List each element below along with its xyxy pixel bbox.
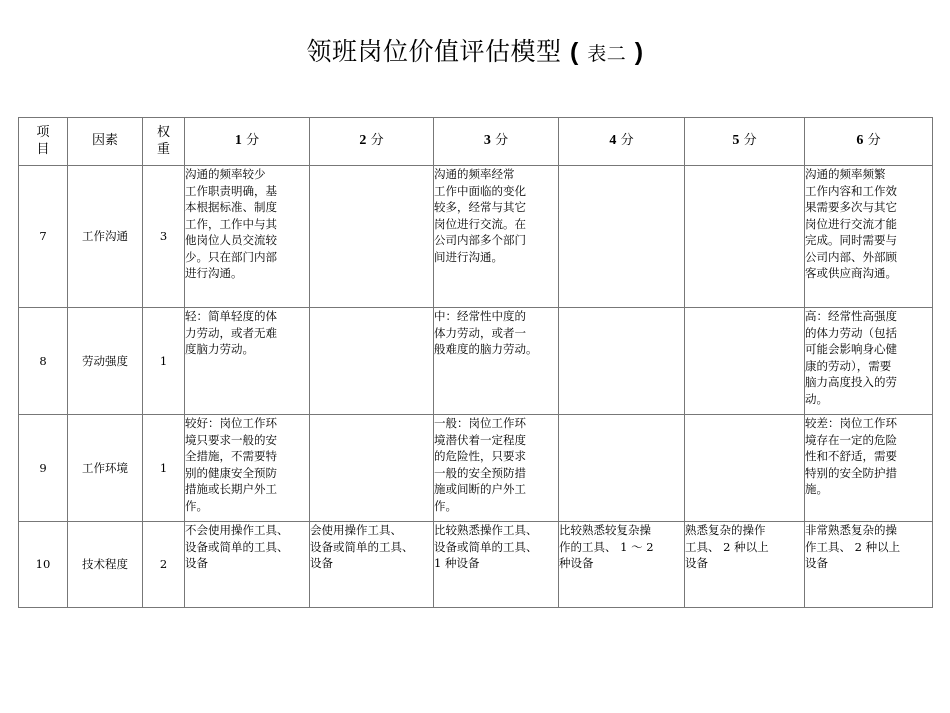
score-4-description xyxy=(559,166,685,308)
score-2-description xyxy=(310,308,434,415)
header-score-5: 5 分 xyxy=(685,118,805,166)
score-1-description xyxy=(185,308,310,415)
description-text: 比较熟悉较复杂操 作的工具、 1 ～ 2 种设备 xyxy=(559,523,654,570)
score-5-description xyxy=(685,522,805,608)
description-text: 高：经常性高强度 的体力劳动（包括 可能会影响身心健 康的劳动），需要 脑力高度投入的劳 动。 xyxy=(805,309,897,406)
title-close-paren: ) xyxy=(634,38,644,66)
table-row xyxy=(19,166,933,308)
score-6-description xyxy=(805,166,933,308)
description-text: 沟通的频率经常 工作中面临的变化 较多，经常与其它 岗位进行交流。在 公司内部多个部门 间进行沟通。 xyxy=(434,167,526,264)
description-text: 沟通的频率频繁 工作内容和工作效 果需要多次与其它 岗位进行交流才能 完成。同时需要与 公司内部、外部顾 客或供应商沟通。 xyxy=(805,167,897,280)
header-row xyxy=(19,118,933,166)
description-text: 一般：岗位工作环 境潜伏着一定程度 的危险性，只要求 一般的安全预防措 施或间断的户外工 作。 xyxy=(434,416,526,513)
score-5-description xyxy=(685,166,805,308)
score-6-description xyxy=(805,308,933,415)
score-5-description xyxy=(685,308,805,415)
header-score-6: 6 分 xyxy=(805,118,933,166)
score-4-description xyxy=(559,308,685,415)
row-weight: 1 xyxy=(143,308,185,415)
table-row xyxy=(19,522,933,608)
header-score-1: 1 分 xyxy=(185,118,310,166)
title-main: 领班岗位价值评估模型 xyxy=(306,37,562,66)
description-text: 沟通的频率较少 工作职责明确，基 本根据标准、制度 工作，工作中与其 他岗位人员交流较 少。只在部门内部 进行沟通。 xyxy=(185,167,277,280)
description-text: 较好：岗位工作环 境只要求一般的安 全措施，不需要特 别的健康安全预防 措施或长期户外工 作。 xyxy=(185,416,277,513)
row-item-number: 7 xyxy=(19,166,68,308)
score-2-description xyxy=(310,522,434,608)
title-subtitle: 表二 xyxy=(587,43,627,65)
row-weight: 1 xyxy=(143,415,185,522)
description-text: 比较熟悉操作工具、 设备或简单的工具、 1 种设备 xyxy=(434,523,538,570)
score-3-description xyxy=(434,415,559,522)
header-item: 项 目 xyxy=(19,118,68,166)
score-3-description xyxy=(434,308,559,415)
description-text: 非常熟悉复杂的操 作工具、 2 种以上 设备 xyxy=(805,523,901,570)
score-3-description xyxy=(434,522,559,608)
row-item-number: 9 xyxy=(19,415,68,522)
header-score-4: 4 分 xyxy=(559,118,685,166)
title-open-paren: ( xyxy=(569,38,579,66)
score-2-description xyxy=(310,166,434,308)
description-text: 中：经常性中度的 体力劳动，或者一 般难度的脑力劳动。 xyxy=(434,309,538,356)
score-1-description xyxy=(185,522,310,608)
description-text: 会使用操作工具、 设备或简单的工具、 设备 xyxy=(310,523,414,570)
row-weight: 2 xyxy=(143,522,185,608)
header-score-3: 3 分 xyxy=(434,118,559,166)
table-row xyxy=(19,415,933,522)
score-1-description xyxy=(185,415,310,522)
row-weight: 3 xyxy=(143,166,185,308)
page-title xyxy=(0,32,950,68)
score-1-description xyxy=(185,166,310,308)
score-6-description xyxy=(805,415,933,522)
row-factor: 工作环境 xyxy=(68,415,143,522)
table-row xyxy=(19,308,933,415)
description-text: 不会使用操作工具、 设备或简单的工具、 设备 xyxy=(185,523,289,570)
score-3-description xyxy=(434,166,559,308)
table-body xyxy=(19,166,933,608)
header-factor: 因素 xyxy=(68,118,143,166)
score-6-description xyxy=(805,522,933,608)
row-item-number: 10 xyxy=(19,522,68,608)
description-text: 较差：岗位工作环 境存在一定的危险 性和不舒适，需要 特别的安全防护措 施。 xyxy=(805,416,897,496)
score-4-description xyxy=(559,415,685,522)
header-weight: 权 重 xyxy=(143,118,185,166)
row-factor: 技术程度 xyxy=(68,522,143,608)
row-item-number: 8 xyxy=(19,308,68,415)
header-score-2: 2 分 xyxy=(310,118,434,166)
score-4-description xyxy=(559,522,685,608)
evaluation-table xyxy=(18,117,933,608)
description-text: 熟悉复杂的操作 工具、 2 种以上 设备 xyxy=(685,523,769,570)
row-factor: 工作沟通 xyxy=(68,166,143,308)
description-text: 轻：简单轻度的体 力劳动，或者无难 度脑力劳动。 xyxy=(185,309,277,356)
score-2-description xyxy=(310,415,434,522)
score-5-description xyxy=(685,415,805,522)
row-factor: 劳动强度 xyxy=(68,308,143,415)
